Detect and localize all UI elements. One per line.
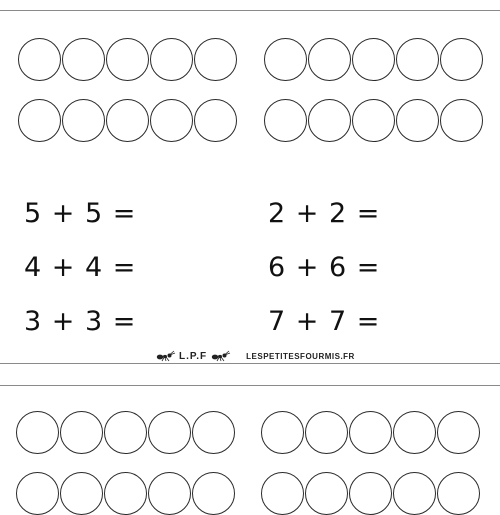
counting-circle: [437, 411, 480, 454]
counting-circle: [16, 472, 59, 515]
counting-circle: [393, 472, 436, 515]
counting-circle: [349, 472, 392, 515]
counting-circle: [194, 99, 237, 142]
counting-circle: [305, 411, 348, 454]
counting-circle: [106, 99, 149, 142]
counting-circle: [305, 472, 348, 515]
counting-circle: [352, 99, 395, 142]
top-divider: [0, 10, 500, 11]
counting-circle: [308, 38, 351, 81]
equation-right-2: 6 + 6 =: [268, 252, 381, 283]
counting-circle: [192, 411, 235, 454]
counting-circle: [349, 411, 392, 454]
counting-circle: [396, 99, 439, 142]
counting-circle: [194, 38, 237, 81]
counting-circle: [437, 472, 480, 515]
counting-circle: [104, 472, 147, 515]
circle-row-bottom-right-2: [261, 472, 481, 515]
counting-circle: [148, 411, 191, 454]
ant-icon: [211, 350, 231, 362]
equation-right-1: 2 + 2 =: [268, 198, 381, 229]
circle-row-top-right-1: [264, 38, 484, 81]
counting-circle: [396, 38, 439, 81]
counting-circle: [261, 411, 304, 454]
counting-circle: [18, 99, 61, 142]
counting-circle: [16, 411, 59, 454]
equation-left-2: 4 + 4 =: [24, 252, 137, 283]
circle-row-bottom-left-1: [16, 411, 236, 454]
counting-circle: [393, 411, 436, 454]
circle-row-top-left-2: [18, 99, 238, 142]
middle-divider-upper: [0, 363, 500, 364]
footer-site: LESPETITESFOURMIS.FR: [246, 351, 355, 361]
worksheet-footer: [156, 349, 355, 363]
circle-row-top-left-1: [18, 38, 238, 81]
circle-row-bottom-left-2: [16, 472, 236, 515]
counting-circle: [18, 38, 61, 81]
ant-icon: [156, 350, 176, 362]
counting-circle: [440, 99, 483, 142]
counting-circle: [150, 38, 193, 81]
counting-circle: [192, 472, 235, 515]
middle-divider-lower: [0, 385, 500, 386]
counting-circle: [261, 472, 304, 515]
counting-circle: [104, 411, 147, 454]
counting-circle: [440, 38, 483, 81]
counting-circle: [264, 38, 307, 81]
footer-brand: L.P.F: [179, 350, 208, 362]
counting-circle: [150, 99, 193, 142]
counting-circle: [264, 99, 307, 142]
circle-row-bottom-right-1: [261, 411, 481, 454]
counting-circle: [106, 38, 149, 81]
equation-right-3: 7 + 7 =: [268, 306, 381, 337]
counting-circle: [62, 99, 105, 142]
counting-circle: [60, 472, 103, 515]
equation-left-1: 5 + 5 =: [24, 198, 137, 229]
counting-circle: [148, 472, 191, 515]
circle-row-top-right-2: [264, 99, 484, 142]
equation-left-3: 3 + 3 =: [24, 306, 137, 337]
counting-circle: [308, 99, 351, 142]
counting-circle: [62, 38, 105, 81]
counting-circle: [60, 411, 103, 454]
counting-circle: [352, 38, 395, 81]
